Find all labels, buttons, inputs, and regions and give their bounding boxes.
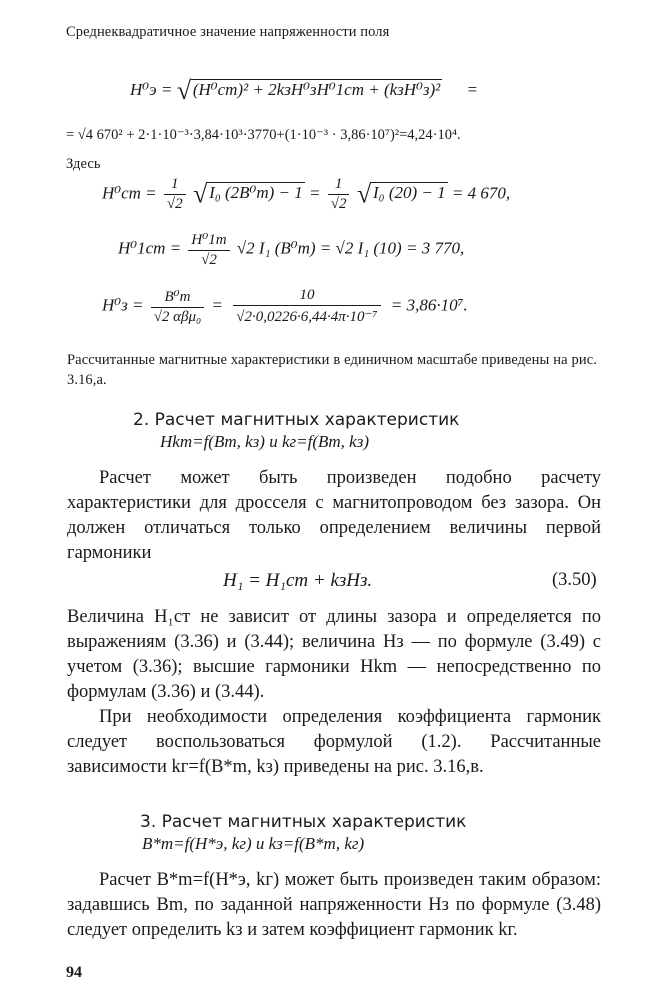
sqrt-symbol-icon: √ (356, 179, 371, 209)
caption-paragraph: Рассчитанные магнитные характеристики в единичном масштабе приведены на рис. 3.16,а. (67, 352, 597, 388)
formula-numeric-line: = √4 670² + 2·1·10⁻³·3,84·10³·3770+(1·10⁻³ · 3,86·10⁷)²=4,24·10⁴. (66, 127, 461, 143)
section3-title: 3. Расчет магнитных характеристик (140, 812, 467, 832)
fraction-denominator: √2 (201, 252, 217, 268)
formula-h1-ct-rest: √2 I₁ (B⁰m) = √2 I₁ (10) = 3 770, (236, 238, 465, 258)
fraction-numerator: 1 (164, 176, 186, 195)
formula-h-ct-lhs: H⁰ст = (102, 183, 157, 203)
formula-h3-effective (130, 76, 478, 106)
formula-h3-lhs: H⁰э (130, 80, 157, 99)
intro-line: Среднеквадратичное значение напряженности поля (66, 24, 390, 40)
section2-paragraph3: При необходимости определения коэффициента гармоник следует воспользоваться формулой (1.2). Рассчитанные зависимости kг=f(B*m, kз) приведены на рис. 3.16,в. (67, 707, 601, 777)
equation-3-50: H₁ = H₁ст + kзHз. (223, 570, 373, 591)
fraction-numerator: B⁰m (151, 287, 205, 308)
fraction-denominator: √2·0,0226·6,44·4π·10⁻⁷ (236, 309, 378, 325)
fraction-denominator: √2 (330, 196, 347, 212)
fraction-denominator: √2 (166, 196, 183, 212)
sqrt-symbol-icon: √ (192, 179, 208, 209)
fraction (164, 176, 186, 213)
formula-h-ct-radicand1: I₀ (2B⁰m) − 1 (209, 183, 303, 203)
section3-subtitle: B*m=f(H*э, kг) и kз=f(B*m, kг) (142, 834, 365, 853)
fraction (233, 287, 380, 326)
formula-h-ct-radicand2: I₀ (20) − 1 (373, 183, 446, 203)
here-label: Здесь (66, 156, 101, 172)
formula-h3-trailing: = (466, 80, 479, 99)
fraction (328, 176, 350, 213)
fraction-numerator: 10 (233, 287, 380, 306)
fraction-denominator: √2 αβμ₀ (153, 309, 202, 325)
fraction (151, 287, 205, 326)
formula-h-ct-result: = 4 670, (451, 183, 511, 203)
section2-title: 2. Расчет магнитных характеристик (133, 410, 460, 430)
formula-h3b-mid: = (211, 295, 224, 315)
fraction-numerator: 1 (328, 176, 350, 195)
formula-h1-ct (118, 230, 464, 269)
page-number: 94 (66, 964, 82, 981)
formula-h3b-result: = 3,86·10⁷. (390, 295, 468, 315)
formula-h3-radicand: (H⁰ст)² + 2kзH⁰зH⁰1ст + (kзH⁰з)² (192, 80, 441, 99)
fraction-numerator: H⁰1m (188, 230, 229, 251)
section2-paragraph2: Величина H₁ст не зависит от длины зазора и определяется по выражениям (3.36) и (3.44); величина Hз — по формуле (3.49) с учетом (3.36); высшие гармоники Hkm — непосредственно по формулам (3.36) и (3.44). (67, 607, 601, 702)
section3-paragraph1: Расчет B*m=f(H*э, kг) может быть произведен таким образом: задавшись Bm, по заданной напряженности Hз по формуле (3.48) следует определить kз и затем коэффициент гармоник kг. (67, 870, 601, 940)
formula-h3-equals: = (160, 80, 173, 99)
formula-h3-third (102, 287, 468, 326)
equation-number: (3.50) (552, 570, 597, 590)
formula-h1-ct-lhs: H⁰1ст = (118, 238, 182, 258)
formula-h-ct (102, 176, 510, 213)
formula-h-ct-mid: = (309, 183, 321, 203)
section2-subtitle: Hkm=f(Bm, kз) и kг=f(Bm, kз) (160, 432, 369, 451)
section2-paragraph1: Расчет может быть произведен подобно расчету характеристики для дросселя с магнитопроводом без зазора. Он должен отличаться только определением величины первой гармоники (67, 468, 601, 563)
sqrt-symbol-icon: √ (176, 76, 191, 105)
formula-h3b-lhs: H⁰з = (102, 295, 144, 315)
fraction (188, 230, 229, 269)
